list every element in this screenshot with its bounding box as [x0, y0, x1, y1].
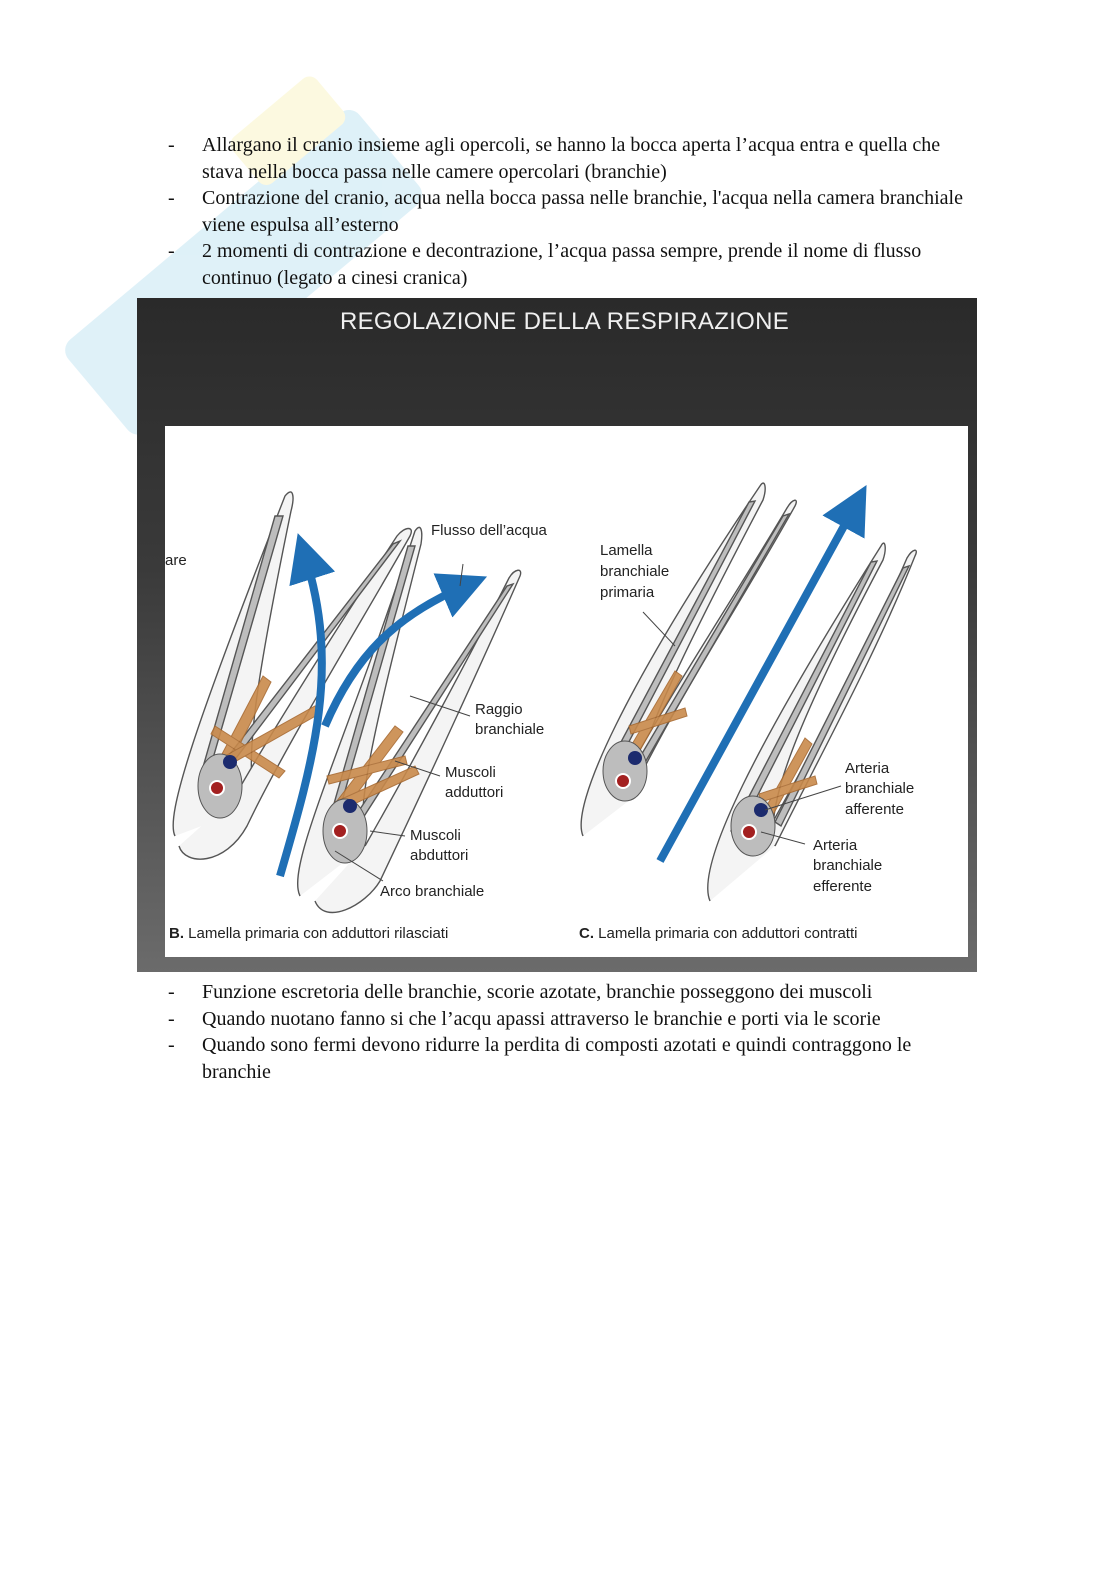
label-raggio-branchiale: branchiale — [475, 721, 545, 738]
list-item: - Quando sono fermi devono ridurre la perdita di composti azotati e quindi contraggono le branchie — [168, 1034, 912, 1083]
caption-b — [169, 925, 448, 942]
slide-title: REGOLAZIONE DELLA RESPIRAZIONE — [339, 308, 790, 335]
list-item: - 2 momenti di contrazione e decontrazione, l’acqua passa sempre, prende il nome di flusso continuo (legato a cinesi cranica) — [168, 240, 922, 289]
bullet-list-bottom — [168, 979, 968, 1085]
gill-figure — [165, 426, 968, 957]
label-arco-branchiale: Arco branchiale — [380, 883, 485, 900]
edge-label: are — [165, 552, 187, 569]
label-afferente-branchiale: branchiale — [845, 780, 915, 797]
label-flusso-acqua: Flusso dell’acqua — [431, 522, 547, 539]
label-arteria-efferente: Arteria — [813, 837, 858, 854]
label-muscoli-adduttori: Muscoli — [445, 764, 496, 781]
label-lamella: Lamella — [600, 542, 653, 559]
label-lamella-primaria: primaria — [600, 584, 655, 601]
list-item: - Allargano il cranio insieme agli opercoli, se hanno la bocca aperta l’acqua entra e quella che stava nella bocca passa nelle camere opercolari (branchie) — [168, 134, 941, 183]
caption-c-letter: C. — [579, 925, 594, 942]
label-muscoli-abduttori: Muscoli — [410, 827, 461, 844]
caption-b-text: Lamella primaria con adduttori rilasciati — [188, 925, 449, 942]
label-efferente: efferente — [813, 878, 872, 895]
panel-c-arches — [603, 741, 775, 856]
caption-c — [579, 925, 857, 942]
caption-b-letter: B. — [169, 925, 184, 942]
list-item: - Funzione escretoria delle branchie, scorie azotate, branchie posseggono dei muscoli — [168, 981, 873, 1003]
label-adduttori: adduttori — [445, 784, 504, 801]
bullet-list-top — [168, 132, 968, 291]
label-raggio: Raggio — [475, 701, 523, 718]
label-lamella-branchiale: branchiale — [600, 563, 670, 580]
embedded-slide — [137, 298, 977, 972]
label-efferente-branchiale: branchiale — [813, 857, 883, 874]
list-item: - Contrazione del cranio, acqua nella bocca passa nelle branchie, l'acqua nella camera branchiale viene espulsa all’esterno — [168, 187, 963, 236]
label-afferente: afferente — [845, 801, 904, 818]
list-item: - Quando nuotano fanno si che l’acqu apassi attraverso le branchie e porti via le scorie — [168, 1007, 881, 1030]
label-arteria-afferente: Arteria — [845, 760, 890, 777]
label-abduttori: abduttori — [410, 847, 469, 864]
caption-c-text: Lamella primaria con adduttori contratti — [598, 925, 858, 942]
